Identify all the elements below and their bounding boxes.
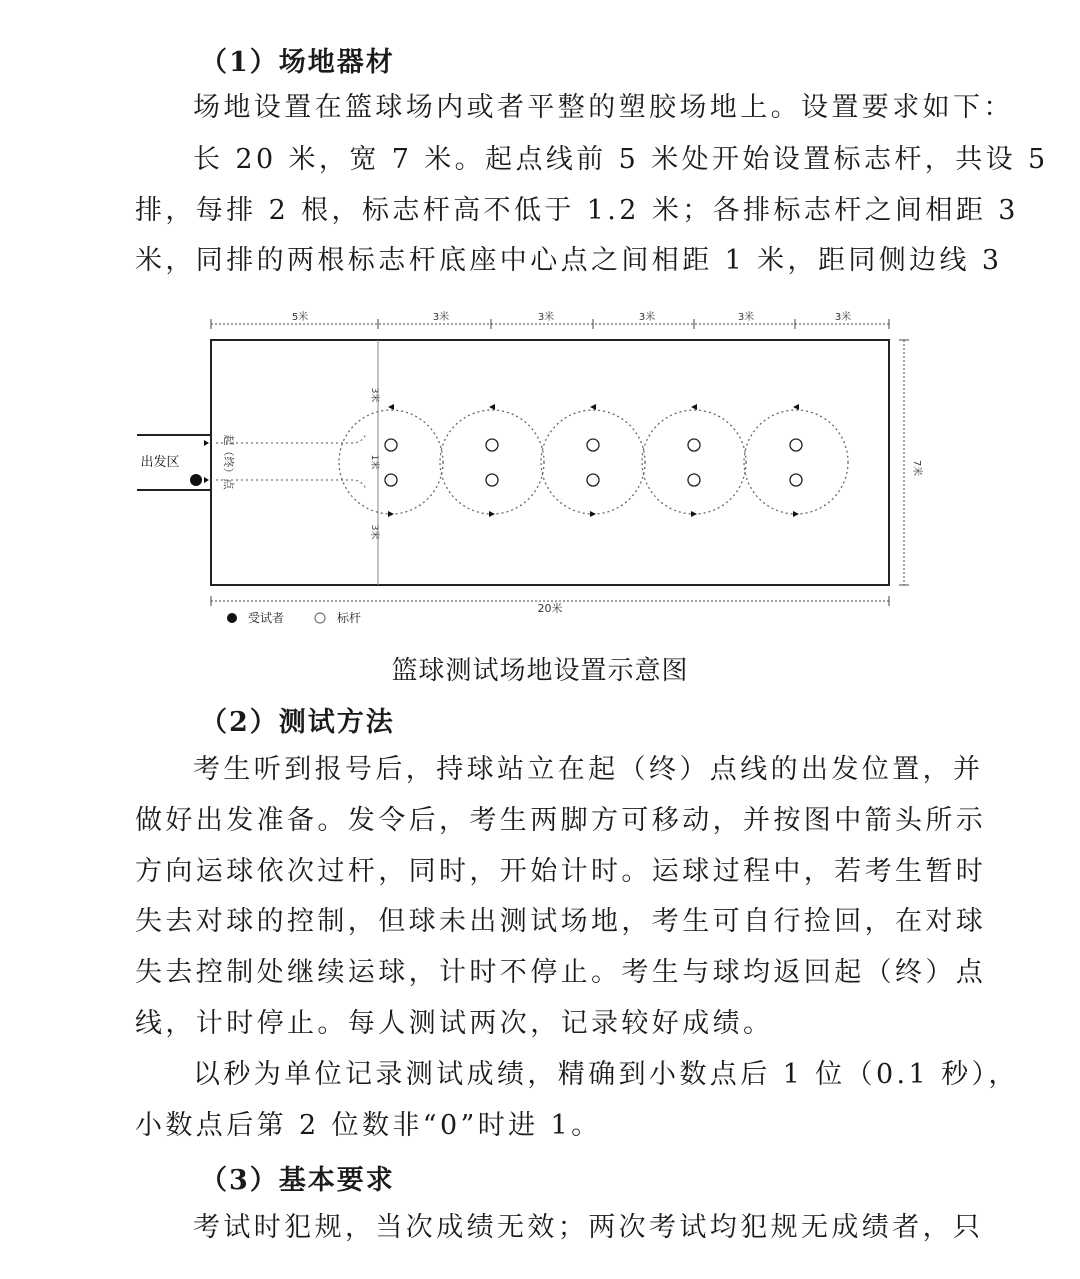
paragraph-line: 以秒为单位记录测试成绩，精确到小数点后 1 位（0.1 秒）， <box>193 1059 1019 1090</box>
start-line-label: 起（终）点 <box>222 434 235 490</box>
section-1-heading: （1）场地器材 <box>200 47 395 78</box>
paragraph-line: 失去控制处继续运球，计时不停止。考生与球均返回起（终）点 <box>135 957 987 988</box>
paragraph-line: 考试时犯规，当次成绩无效；两次考试均犯规无成绩者，只 <box>193 1212 984 1243</box>
paragraph-line: 场地设置在篮球场内或者平整的塑胶场地上。设置要求如下： <box>193 92 1014 123</box>
dim-label: 3米 <box>737 312 755 323</box>
court-diagram <box>0 300 1080 640</box>
gap-label: 3米 <box>369 524 379 540</box>
paragraph-line: 小数点后第 2 位数非“0”时进 1。 <box>135 1110 602 1141</box>
pole-marker <box>587 439 599 451</box>
pole-marker <box>385 439 397 451</box>
dim-label: 3米 <box>638 312 656 323</box>
diagram-caption: 篮球测试场地设置示意图 <box>391 656 689 686</box>
start-area-label: 出发区 <box>140 455 180 470</box>
pole-marker <box>486 439 498 451</box>
pole-marker <box>587 474 599 486</box>
section-2-heading: （2）测试方法 <box>200 707 395 738</box>
legend-tester-label: 受试者 <box>248 611 285 625</box>
legend-pole-icon <box>315 613 325 623</box>
pole-marker <box>688 474 700 486</box>
pole-marker <box>688 439 700 451</box>
paragraph-line: 做好出发准备。发令后，考生两脚方可移动，并按图中箭头所示 <box>135 805 987 836</box>
pole-marker <box>790 439 802 451</box>
paragraph-line: 方向运球依次过杆，同时，开始计时。运球过程中，若考生暂时 <box>135 856 987 887</box>
paragraph-line: 考生听到报号后，持球站立在起（终）点线的出发位置，并 <box>193 754 984 785</box>
dim-label: 3米 <box>432 312 450 323</box>
legend-tester-icon <box>227 613 237 623</box>
paragraph-line: 排，每排 2 根，标志杆高不低于 1.2 米；各排标志杆之间相距 3 <box>135 195 1019 226</box>
paragraph-line: 失去对球的控制，但球未出测试场地，考生可自行捡回，在对球 <box>135 906 987 937</box>
court-boundary <box>211 340 889 585</box>
dim-label: 3米 <box>834 312 852 323</box>
legend-pole-label: 标杆 <box>337 611 362 625</box>
paragraph-line: 线，计时停止。每人测试两次，记录较好成绩。 <box>135 1008 774 1039</box>
paragraph-line: 米，同排的两根标志杆底座中心点之间相距 1 米，距同侧边线 3 <box>135 245 1003 276</box>
length-label: 20米 <box>537 602 563 615</box>
section-3-heading: （3）基本要求 <box>200 1165 395 1196</box>
paragraph-line: 长 20 米，宽 7 米。起点线前 5 米处开始设置标志杆，共设 5 <box>193 144 1049 175</box>
gap-label: 3米 <box>369 387 379 403</box>
gap-label: 1米 <box>369 454 379 470</box>
width-label: 7米 <box>911 459 922 477</box>
dim-label: 5米 <box>291 312 309 323</box>
pole-marker <box>385 474 397 486</box>
pole-marker <box>486 474 498 486</box>
pole-marker <box>790 474 802 486</box>
dim-label: 3米 <box>537 312 555 323</box>
tester-marker <box>190 474 202 486</box>
